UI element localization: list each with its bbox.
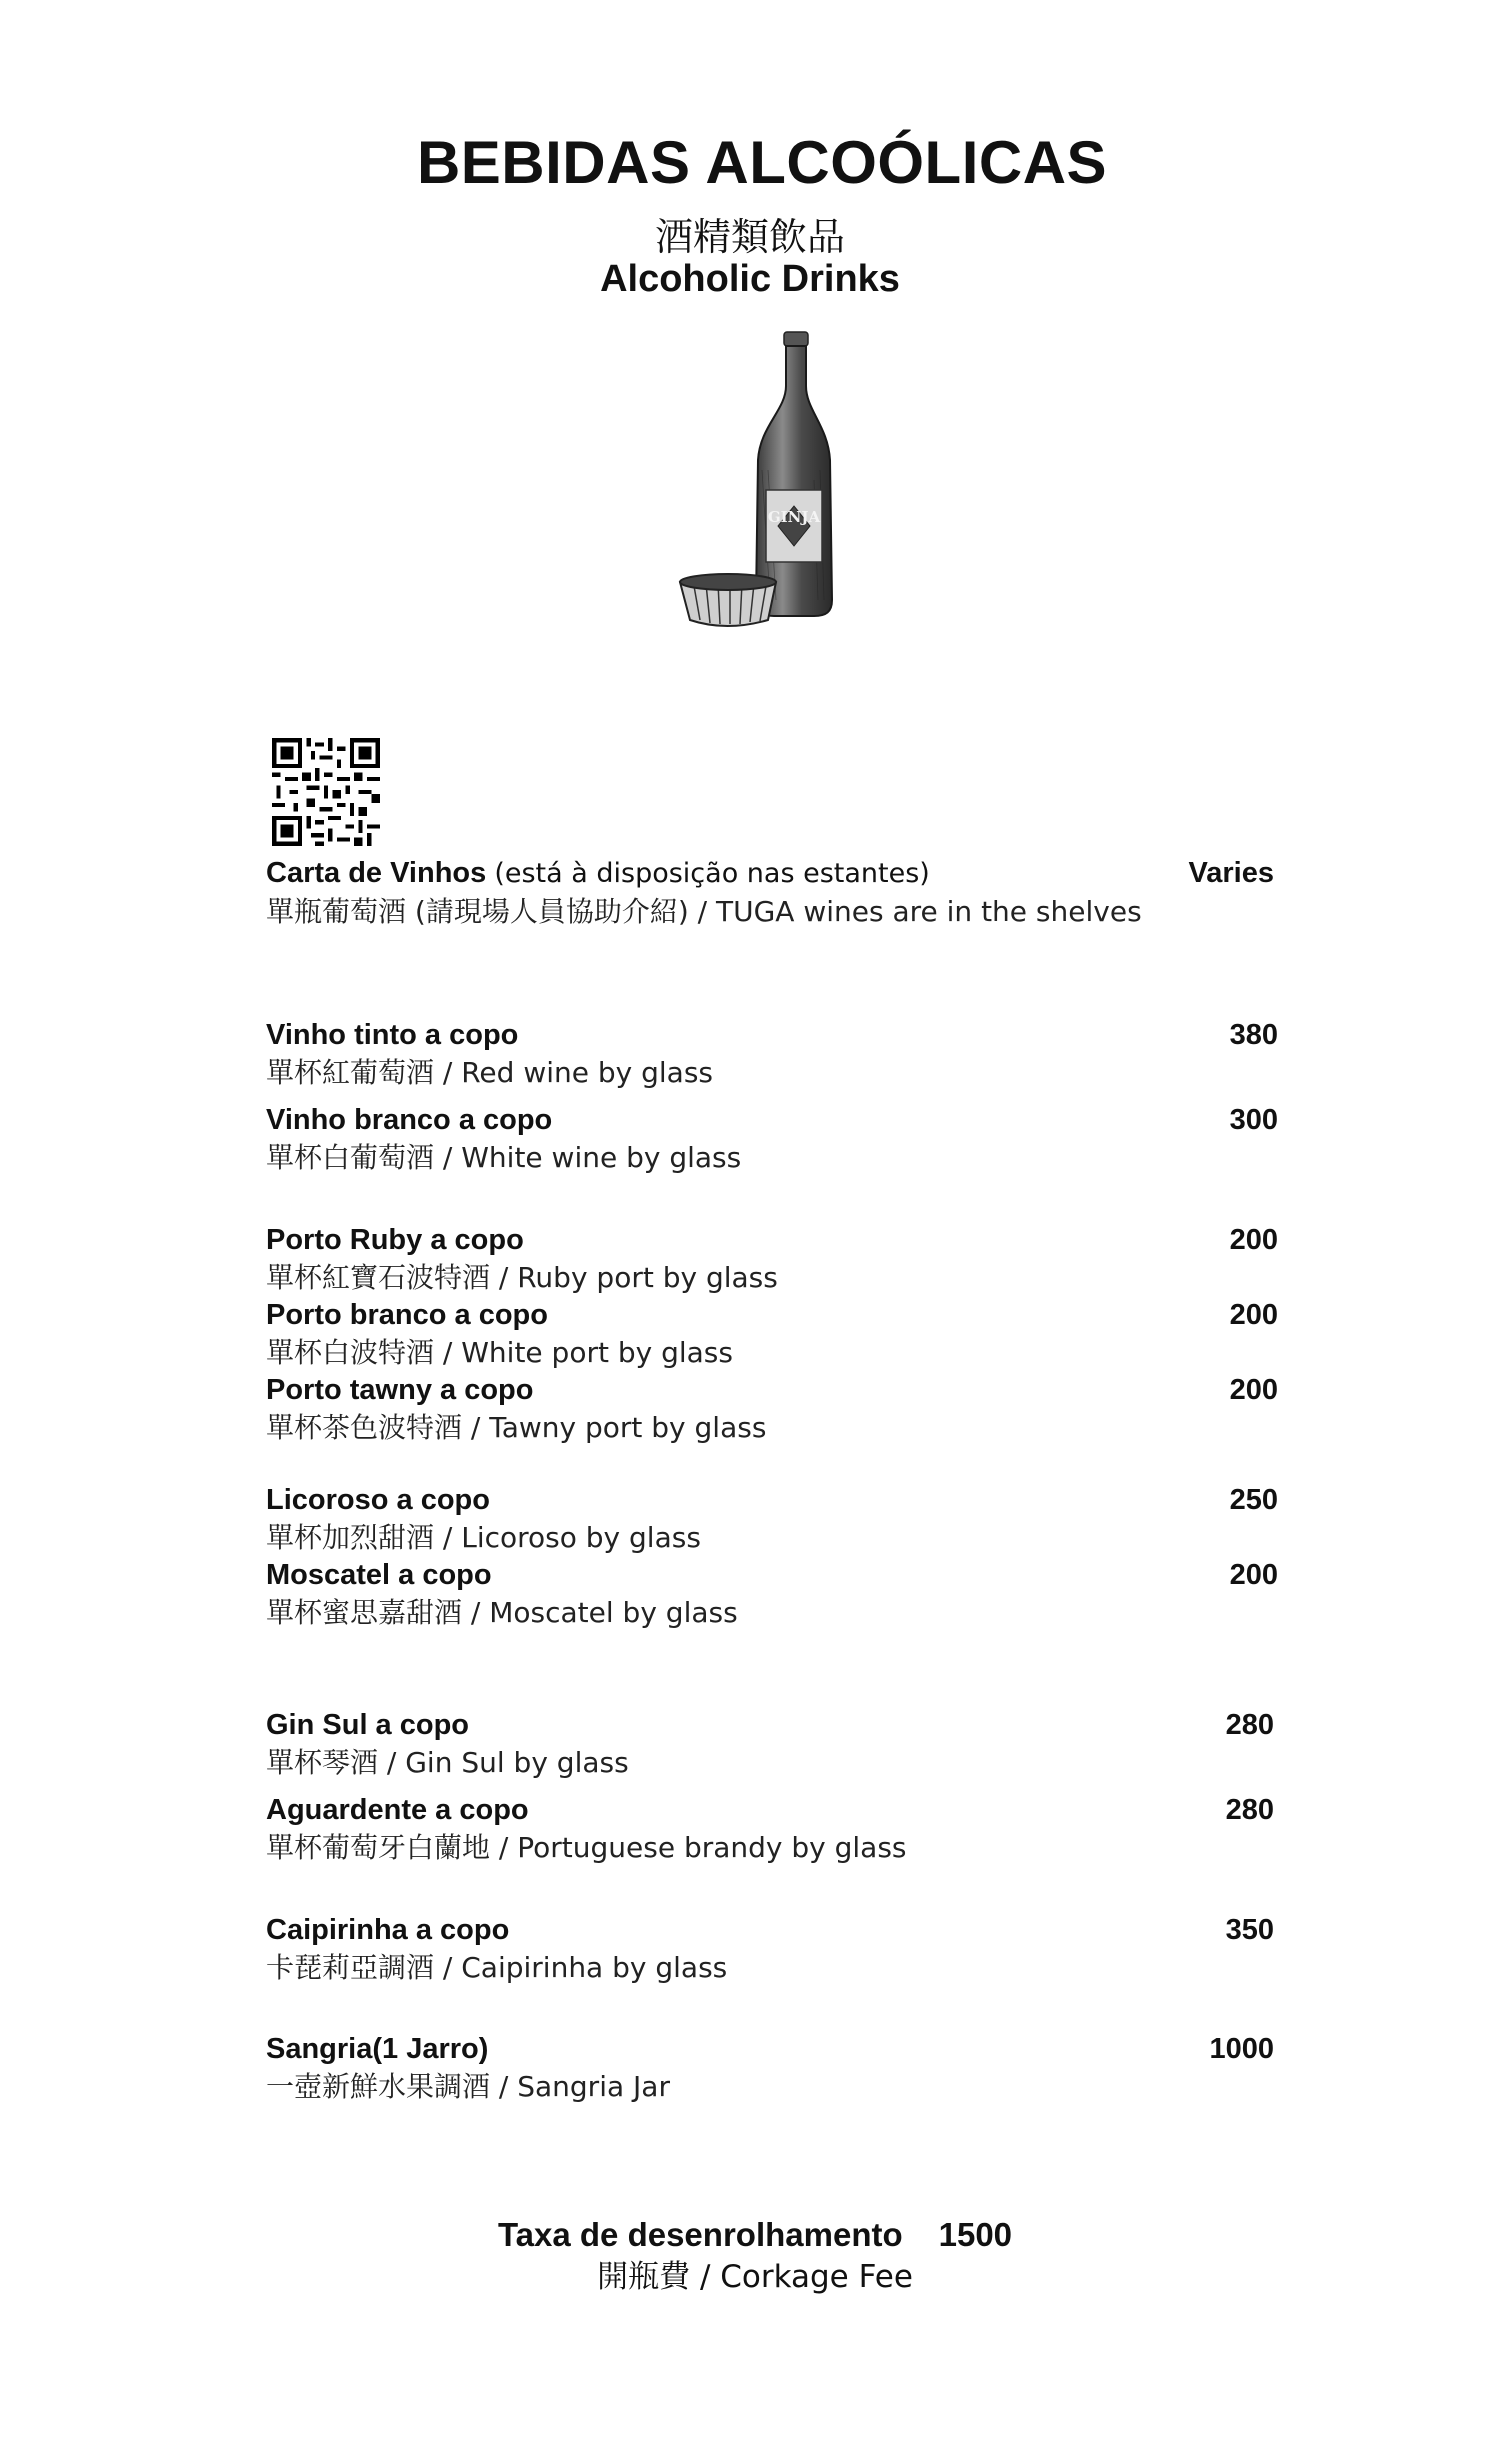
ginja-bottle-illustration bbox=[670, 330, 870, 630]
menu-item bbox=[266, 1296, 1278, 1372]
page-title: BEBIDAS ALCOÓLICAS bbox=[416, 129, 1108, 196]
corkage-fee bbox=[0, 2214, 1500, 2298]
menu-item-description: 單杯蜜思嘉甜酒 / Moscatel by glass bbox=[266, 1596, 738, 1629]
menu-item-name: Licoroso a copo bbox=[266, 1484, 490, 1516]
menu-item-price: 350 bbox=[1225, 1914, 1274, 1946]
menu-item-price: 280 bbox=[1225, 1709, 1274, 1741]
menu-item-price: 1000 bbox=[1209, 2033, 1274, 2065]
menu-item bbox=[266, 1556, 1278, 1632]
wine-list-price: Varies bbox=[1188, 857, 1274, 889]
menu-item-price: 200 bbox=[1229, 1224, 1278, 1256]
menu-item-name: Aguardente a copo bbox=[266, 1794, 529, 1826]
menu-item-name: Vinho branco a copo bbox=[266, 1104, 553, 1136]
menu-item bbox=[266, 1016, 1278, 1092]
menu-item-description: 單杯葡萄牙白蘭地 / Portuguese brandy by glass bbox=[266, 1831, 907, 1864]
menu-item-description: 單杯紅寶石波特酒 / Ruby port by glass bbox=[266, 1261, 778, 1294]
qr-code[interactable] bbox=[272, 738, 380, 846]
wine-list-description: 單瓶葡萄酒 (請現場人員協助介紹) / TUGA wines are in the shelves bbox=[266, 895, 1142, 928]
menu-item-price: 300 bbox=[1229, 1104, 1278, 1136]
corkage-description: 開瓶費 / Corkage Fee bbox=[597, 2259, 913, 2295]
wine-list-note: (está à disposição nas estantes) bbox=[494, 858, 930, 889]
menu-item bbox=[266, 1911, 1278, 1987]
menu-item-name: Porto tawny a copo bbox=[266, 1374, 534, 1406]
corkage-price: 1500 bbox=[938, 2216, 1013, 2253]
menu-item bbox=[266, 1221, 1278, 1297]
menu-item-price: 250 bbox=[1229, 1484, 1278, 1516]
menu-item bbox=[266, 1481, 1278, 1557]
menu-item-description: 單杯茶色波特酒 / Tawny port by glass bbox=[266, 1411, 767, 1444]
page-subtitle-chinese: 酒精類飲品 bbox=[654, 215, 845, 259]
menu-item-description: 卡琵莉亞調酒 / Caipirinha by glass bbox=[266, 1951, 728, 1984]
menu-item-description: 單杯紅葡萄酒 / Red wine by glass bbox=[266, 1056, 714, 1089]
menu-item-price: 380 bbox=[1229, 1019, 1278, 1051]
bottle-label-text: GINJA bbox=[767, 508, 821, 526]
menu-item-description: 單杯白葡萄酒 / White wine by glass bbox=[266, 1141, 742, 1174]
menu-item-price: 200 bbox=[1229, 1299, 1278, 1331]
menu-item-name: Porto branco a copo bbox=[266, 1299, 548, 1331]
menu-item-description: 單杯白波特酒 / White port by glass bbox=[266, 1336, 733, 1369]
menu-item-name: Moscatel a copo bbox=[266, 1559, 492, 1591]
menu-item-description: 一壺新鮮水果調酒 / Sangria Jar bbox=[266, 2070, 670, 2103]
menu-item bbox=[266, 1371, 1278, 1447]
page-subtitle-english: Alcoholic Drinks bbox=[600, 258, 900, 300]
wine-list-entry bbox=[266, 854, 1278, 931]
menu-item-name: Caipirinha a copo bbox=[266, 1914, 510, 1946]
menu-item bbox=[266, 1706, 1278, 1782]
wine-list-name: Carta de Vinhos bbox=[266, 857, 487, 889]
menu-item bbox=[266, 2030, 1278, 2106]
menu-item-description: 單杯加烈甜酒 / Licoroso by glass bbox=[266, 1521, 701, 1554]
corkage-name: Taxa de desenrolhamento bbox=[497, 2216, 903, 2253]
menu-item-price: 280 bbox=[1225, 1794, 1274, 1826]
menu-item-description: 單杯琴酒 / Gin Sul by glass bbox=[266, 1746, 629, 1779]
menu-item-name: Sangria(1 Jarro) bbox=[266, 2033, 489, 2065]
menu-item-price: 200 bbox=[1229, 1559, 1278, 1591]
menu-item-name: Gin Sul a copo bbox=[266, 1709, 470, 1741]
menu-item bbox=[266, 1791, 1278, 1867]
menu-item bbox=[266, 1101, 1278, 1177]
menu-item-price: 200 bbox=[1229, 1374, 1278, 1406]
menu-item-name: Vinho tinto a copo bbox=[266, 1019, 519, 1051]
menu-item-name: Porto Ruby a copo bbox=[266, 1224, 524, 1256]
